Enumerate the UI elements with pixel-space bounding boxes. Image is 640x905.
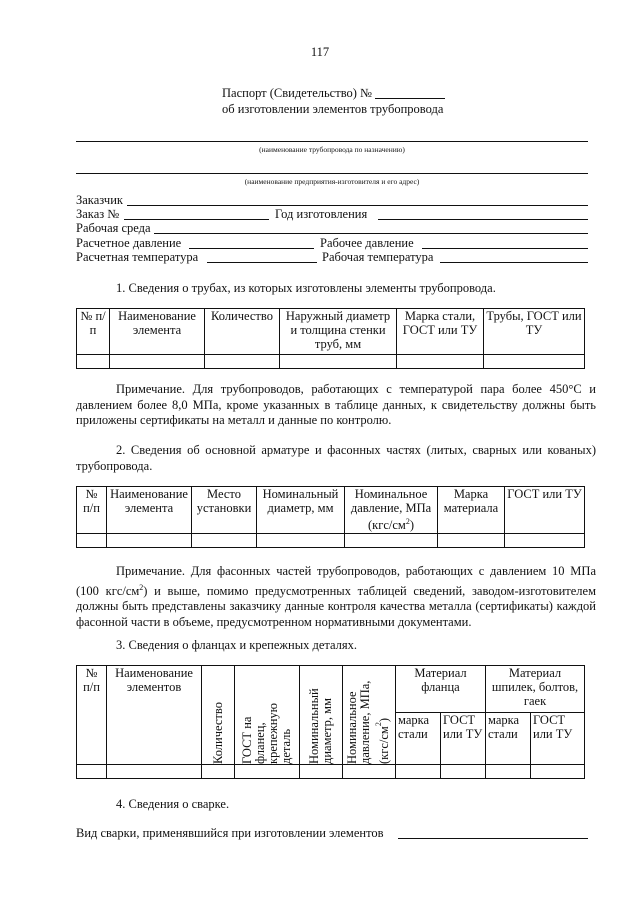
cell[interactable]	[77, 355, 110, 369]
cell[interactable]	[280, 355, 397, 369]
col-dn: Номинальный диаметр, мм	[257, 487, 345, 534]
cell[interactable]	[77, 765, 107, 779]
col-qty: Количество	[205, 309, 280, 355]
cell[interactable]	[396, 765, 441, 779]
col-material: Марка материала	[438, 487, 505, 534]
cell[interactable]	[107, 534, 192, 548]
section-2-note: Примечание. Для фасонных частей трубопроводов, работающих с давлением 10 МПа (100 кгс/$см^2$) и выше, помимо предусмотренных таблицей сведений, заводом-изготовителем должны быть представлены заказчику данные контроля качества металла (сертификаты) каждой фасонной части в объеме, предусмотренном нормативными документами.	[76, 564, 596, 629]
section-1-note: Примечание. Для трубопроводов, работающих с температурой пара более 450°С и давлением более 8,0 МПа, кроме указанных в таблице данных, к свидетельству должны быть приложены сертификаты на металл и данные по контролю.	[76, 382, 596, 427]
field-customer: Заказчик	[76, 193, 123, 207]
field-work-temp-line[interactable]	[440, 262, 588, 263]
field-customer-line[interactable]	[127, 205, 588, 206]
col-bolt-material: Материал шпилек, болтов, гаек	[486, 666, 585, 713]
field-order-line[interactable]	[124, 219, 269, 220]
cell[interactable]	[202, 765, 235, 779]
cell[interactable]	[484, 355, 585, 369]
col-place: Место установки	[192, 487, 257, 534]
col-qty: Количество	[202, 666, 235, 765]
field-work-temp: Рабочая температура	[322, 250, 434, 264]
col-pn: Номинальное давление, МПа, $(кгс/см^2)$	[343, 666, 396, 765]
section-4-heading: 4. Сведения о сварке.	[116, 797, 230, 811]
col-std: ГОСТ или ТУ	[505, 487, 585, 534]
cell[interactable]	[110, 355, 205, 369]
cell[interactable]	[486, 765, 531, 779]
col-flange-material: Материал фланца	[396, 666, 486, 713]
cell[interactable]	[192, 534, 257, 548]
cell[interactable]	[235, 765, 300, 779]
caption-pipeline: (наименование трубопровода по назначению)	[259, 145, 405, 154]
col-pn: Номинальное давление, МПа $(кгс/см^2)$	[345, 487, 438, 534]
caption-enterprise: (наименование предприятия-изготовителя и его адрес)	[244, 177, 420, 186]
title-line-1: Паспорт (Свидетельство) №	[222, 86, 445, 101]
fittings-table	[76, 486, 585, 548]
col-diameter: Наружный диаметр и толщина стенки труб, мм	[280, 309, 397, 355]
col-name: Наименование элементов	[107, 666, 202, 765]
cell[interactable]	[300, 765, 343, 779]
col-num: № п/п	[77, 666, 107, 765]
field-medium: Рабочая среда	[76, 221, 151, 235]
flanges-table	[76, 665, 585, 779]
field-medium-line[interactable]	[154, 233, 588, 234]
title-line-2: об изготовлении элементов трубопровода	[222, 102, 444, 116]
cell[interactable]	[397, 355, 484, 369]
col-pipes-std: Трубы, ГОСТ или ТУ	[484, 309, 585, 355]
col-bolt-grade: марка стали	[486, 713, 531, 765]
field-calc-pressure: Расчетное давление	[76, 236, 182, 250]
col-name: Наименование элемента	[107, 487, 192, 534]
section-2-heading: 2. Сведения об основной арматуре и фасонных частях (литых, сварных или кованых) трубопровода.	[76, 443, 596, 473]
cell[interactable]	[441, 765, 486, 779]
col-flange-std: ГОСТ или ТУ	[441, 713, 486, 765]
col-name: Наименование элемента	[110, 309, 205, 355]
field-year-line[interactable]	[378, 219, 588, 220]
cell[interactable]	[345, 534, 438, 548]
pipes-table	[76, 308, 585, 369]
field-calc-pressure-line[interactable]	[189, 248, 314, 249]
cell[interactable]	[343, 765, 396, 779]
field-work-pressure: Рабочее давление	[320, 236, 414, 250]
section-1-heading: 1. Сведения о трубах, из которых изготовлены элементы трубопровода.	[116, 281, 496, 295]
field-calc-temp-line[interactable]	[207, 262, 317, 263]
cell[interactable]	[107, 765, 202, 779]
cell[interactable]	[438, 534, 505, 548]
col-bolt-std: ГОСТ или ТУ	[531, 713, 585, 765]
col-num: № п/п	[77, 487, 107, 534]
col-num: № п/п	[77, 309, 110, 355]
col-steel: Марка стали, ГОСТ или ТУ	[397, 309, 484, 355]
cell[interactable]	[205, 355, 280, 369]
page-number: 117	[310, 45, 330, 59]
welding-line[interactable]	[398, 838, 588, 839]
field-calc-temp: Расчетная температура	[76, 250, 199, 264]
welding-label: Вид сварки, применявшийся при изготовлении элементов	[76, 826, 384, 840]
cell[interactable]	[77, 534, 107, 548]
cell[interactable]	[531, 765, 585, 779]
col-dn: Номинальный диаметр, мм	[300, 666, 343, 765]
col-flange-grade: марка стали	[396, 713, 441, 765]
col-gost: ГОСТ на фланец, крепежную деталь	[235, 666, 300, 765]
cell[interactable]	[505, 534, 585, 548]
field-order: Заказ №	[76, 207, 120, 221]
section-3-heading: 3. Сведения о фланцах и крепежных деталях.	[116, 638, 358, 652]
field-year: Год изготовления	[275, 207, 368, 221]
field-work-pressure-line[interactable]	[422, 248, 588, 249]
cell[interactable]	[257, 534, 345, 548]
